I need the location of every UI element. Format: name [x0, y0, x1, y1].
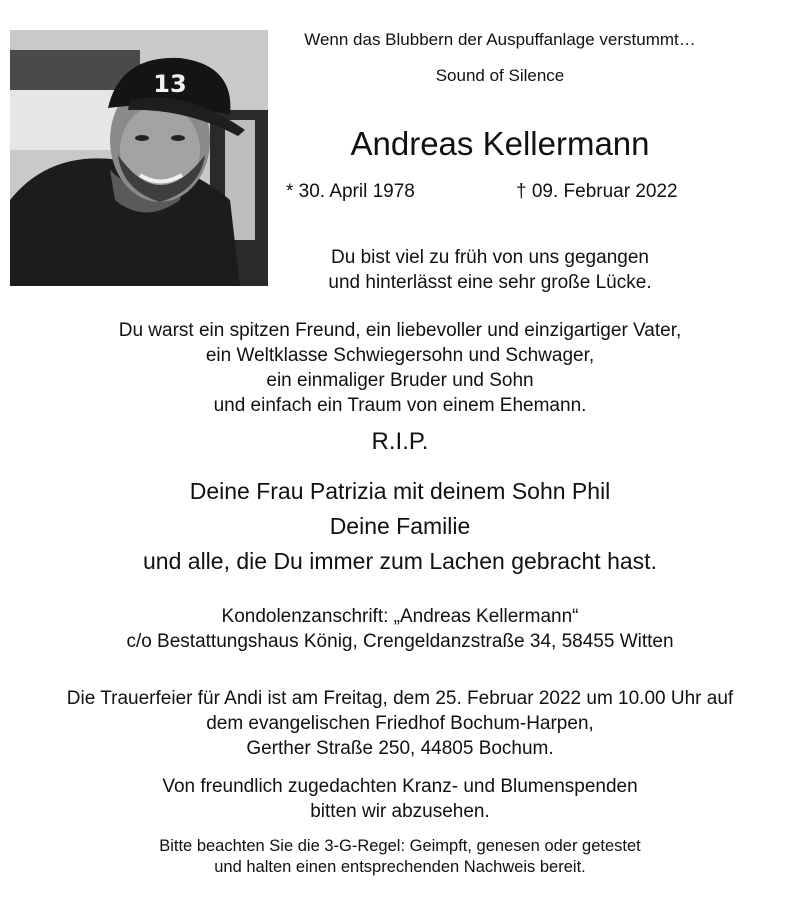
mourners	[0, 474, 800, 579]
portrait-illustration	[10, 30, 268, 286]
covid-line: und halten einen entsprechenden Nachweis bereit.	[214, 858, 586, 876]
tribute-line: ein einmaliger Bruder und Sohn	[266, 370, 534, 391]
cap-text: 13	[153, 70, 187, 98]
rip-text: R.I.P.	[371, 428, 429, 455]
covid-rule-note	[0, 836, 800, 878]
deceased-name: Andreas Kellermann	[350, 125, 650, 162]
flowers-note	[0, 774, 800, 824]
tribute-line: ein Weltklasse Schwiegersohn und Schwager,	[205, 345, 595, 366]
lead-line: Du bist viel zu früh von uns gegangen	[331, 247, 649, 268]
birth-date: * 30. April 1978	[286, 181, 415, 202]
flowers-line: bitten wir abzusehen.	[310, 801, 490, 822]
service-line: dem evangelischen Friedhof Bochum-Harpen,	[206, 713, 594, 734]
flowers-line: Von freundlich zugedachten Kranz- und Blumenspenden	[162, 776, 638, 797]
motto-line-2: Sound of Silence	[435, 66, 565, 85]
portrait-photo	[10, 30, 268, 286]
tribute-line: und einfach ein Traum von einem Ehemann.	[213, 395, 587, 416]
tribute-line: Du warst ein spitzen Freund, ein liebevoller und einzigartiger Vater,	[118, 320, 682, 341]
funeral-service-info	[0, 686, 800, 761]
mourner-line: Deine Frau Patrizia mit deinem Sohn Phil	[189, 478, 611, 504]
service-line: Gerther Straße 250, 44805 Bochum.	[246, 738, 554, 759]
service-line: Die Trauerfeier für Andi ist am Freitag, dem 25. Februar 2022 um 10.00 Uhr auf	[66, 688, 734, 709]
motto-line-1: Wenn das Blubbern der Auspuffanlage verstummt…	[304, 30, 696, 49]
condolence-address	[0, 604, 800, 654]
mourner-line: und alle, die Du immer zum Lachen gebracht hast.	[143, 548, 657, 574]
tribute-text	[0, 318, 800, 418]
condolence-line: Kondolenzanschrift: „Andreas Kellermann“	[221, 606, 579, 627]
covid-line: Bitte beachten Sie die 3-G-Regel: Geimpft, genesen oder getestet	[159, 837, 641, 855]
death-date: † 09. Februar 2022	[516, 181, 678, 202]
condolence-line: c/o Bestattungshaus König, Crengeldanzstraße 34, 58455 Witten	[126, 631, 674, 652]
mourner-line: Deine Familie	[329, 513, 471, 539]
lead-line: und hinterlässt eine sehr große Lücke.	[328, 272, 652, 293]
lead-text	[290, 245, 690, 295]
